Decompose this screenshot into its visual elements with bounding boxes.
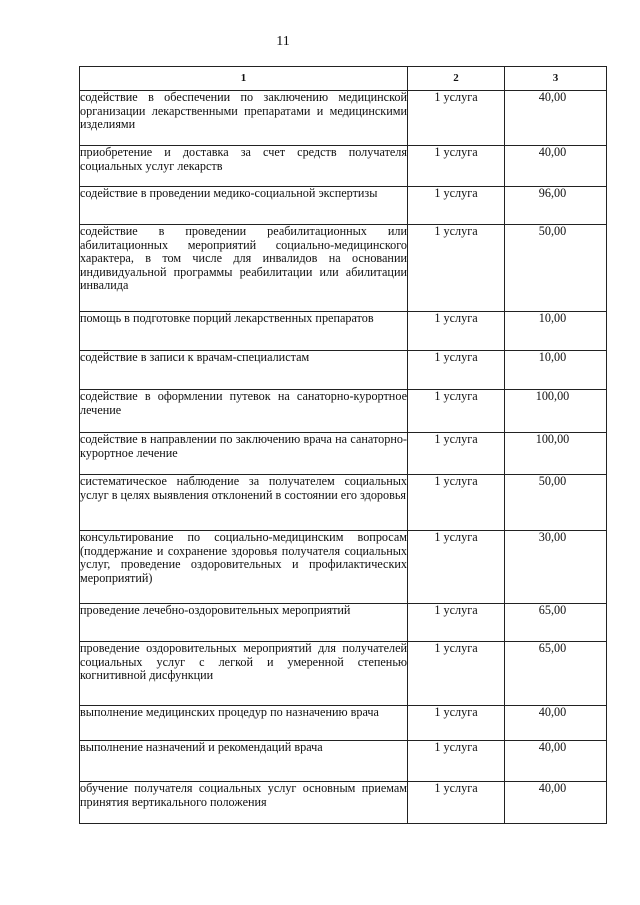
service-price: 40,00 (502, 91, 604, 146)
service-unit: 1 услуга (408, 782, 505, 824)
service-name: содействие в проведении медико-социальной экспертизы (80, 187, 408, 225)
service-price: 50,00 (502, 475, 604, 531)
table-row (80, 146, 607, 187)
column-header-2: 2 (408, 67, 505, 91)
service-unit: 1 услуга (408, 390, 505, 433)
page-number: 11 (276, 34, 290, 49)
table-row (80, 604, 607, 642)
service-unit: 1 услуга (408, 351, 505, 390)
service-unit: 1 услуга (408, 187, 505, 225)
service-name: выполнение медицинских процедур по назначению врача (80, 706, 408, 741)
service-unit: 1 услуга (408, 312, 505, 351)
service-name: обучение получателя социальных услуг основным приемам принятия вертикального положения (80, 782, 408, 824)
service-name: систематическое наблюдение за получателем социальных услуг в целях выявления отклонений в состоянии его здоровья (80, 475, 408, 531)
service-unit: 1 услуга (408, 225, 505, 312)
service-price: 65,00 (502, 642, 604, 706)
service-name: приобретение и доставка за счет средств получателя социальных услуг лекарств (80, 146, 408, 187)
table-row (80, 433, 607, 475)
service-name: содействие в проведении реабилитационных или абилитационных мероприятий социально-медицинского характера, в том числе для инвалидов на основании индивидуальной программы реабилитации или абилитации инвалида (80, 225, 408, 312)
service-unit: 1 услуга (408, 642, 505, 706)
service-unit: 1 услуга (408, 91, 505, 146)
service-price: 10,00 (502, 312, 604, 351)
service-unit: 1 услуга (408, 604, 505, 642)
service-price: 65,00 (502, 604, 604, 642)
table-row (80, 475, 607, 531)
service-name: помощь в подготовке порций лекарственных препаратов (80, 312, 408, 351)
table-row (80, 531, 607, 604)
table-row (80, 91, 607, 146)
service-name: выполнение назначений и рекомендаций врача (80, 741, 408, 782)
service-price: 50,00 (502, 225, 604, 312)
service-name: проведение лечебно-оздоровительных мероприятий (80, 604, 408, 642)
table-row (80, 187, 607, 225)
service-unit: 1 услуга (408, 433, 505, 475)
table-header-row (80, 67, 607, 91)
service-unit: 1 услуга (408, 146, 505, 187)
table-row (80, 312, 607, 351)
table-row (80, 351, 607, 390)
service-name: проведение оздоровительных мероприятий для получателей социальных услуг с легкой и умеренной степенью когнитивной дисфункции (80, 642, 408, 706)
table-row (80, 390, 607, 433)
service-price: 96,00 (502, 187, 604, 225)
table-row (80, 706, 607, 741)
service-price: 40,00 (502, 741, 604, 782)
service-name: содействие в обеспечении по заключению медицинской организации лекарственными препаратами и медицинскими изделиями (80, 91, 408, 146)
service-unit: 1 услуга (408, 741, 505, 782)
service-unit: 1 услуга (408, 531, 505, 604)
service-name: содействие в направлении по заключению врача на санаторно-курортное лечение (80, 433, 408, 475)
column-header-1: 1 (80, 67, 408, 91)
service-name: содействие в записи к врачам-специалистам (80, 351, 408, 390)
services-table (79, 66, 607, 824)
service-price: 40,00 (502, 782, 604, 824)
column-header-3: 3 (505, 67, 607, 91)
service-price: 100,00 (502, 433, 604, 475)
table-row (80, 225, 607, 312)
service-price: 100,00 (502, 390, 604, 433)
table-row (80, 642, 607, 706)
service-price: 40,00 (502, 706, 604, 741)
table-row (80, 782, 607, 824)
service-price: 30,00 (502, 531, 604, 604)
service-price: 10,00 (502, 351, 604, 390)
service-price: 40,00 (502, 146, 604, 187)
service-unit: 1 услуга (408, 475, 505, 531)
service-name: содействие в оформлении путевок на санаторно-курортное лечение (80, 390, 408, 433)
service-name: консультирование по социально-медицинским вопросам (поддержание и сохранение здоровья получателя социальных услуг, проведение оздоровительных и профилактических мероприятий) (80, 531, 408, 604)
service-unit: 1 услуга (408, 706, 505, 741)
table-row (80, 741, 607, 782)
